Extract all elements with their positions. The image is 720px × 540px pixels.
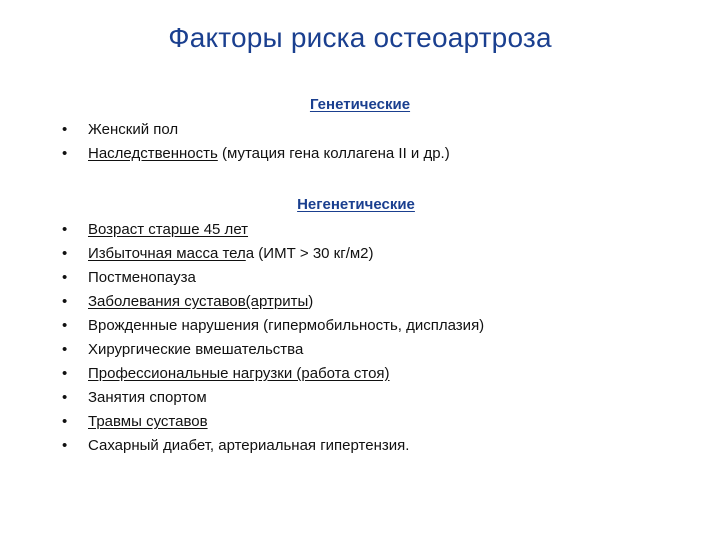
item-text: Постменопауза — [88, 269, 196, 286]
nongenetic-heading: Негенетические — [297, 196, 415, 213]
item-text: Сахарный диабет, артериальная гипертензия. — [88, 437, 410, 454]
list-item — [62, 434, 484, 458]
item-underlined-text: Возраст старше 45 лет — [88, 221, 249, 238]
bullet: • — [62, 413, 68, 430]
item-text: (мутация гена коллагена II и др.) — [217, 145, 450, 162]
bullet: • — [62, 145, 68, 162]
item-underlined-text: Избыточная масса тел — [88, 245, 246, 262]
item-text: Занятия спортом — [88, 389, 207, 406]
genetic-heading: Генетические — [309, 96, 411, 113]
item-text: Врожденные нарушения (гипермобильность, дисплазия) — [88, 317, 485, 334]
item-text: Хирургические вмешательства — [88, 341, 304, 358]
list-item — [62, 314, 484, 338]
slide-title: Факторы риска остеоартроза — [168, 22, 552, 53]
bullet: • — [62, 221, 68, 238]
bullet: • — [62, 341, 68, 358]
item-underlined-text: Травмы суставов — [88, 413, 208, 430]
item-underlined-text: Заболевания суставов(артриты — [88, 293, 309, 310]
bullet: • — [62, 121, 68, 138]
list-item — [62, 290, 484, 314]
list-item — [62, 362, 484, 386]
list-item — [62, 338, 484, 362]
list-item — [62, 118, 450, 142]
item-text: ) — [308, 293, 314, 310]
bullet: • — [62, 365, 68, 382]
item-text: а (ИМТ > 30 кг/м2) — [245, 245, 374, 262]
list-item — [62, 410, 484, 434]
bullet: • — [62, 389, 68, 406]
list-item — [62, 386, 484, 410]
bullet: • — [62, 317, 68, 334]
genetic-factors-list — [62, 118, 450, 166]
list-item — [62, 242, 484, 266]
bullet: • — [62, 437, 68, 454]
item-text: Женский пол — [88, 121, 179, 138]
nongenetic-factors-list — [62, 218, 484, 458]
list-item — [62, 142, 450, 166]
item-underlined-text: Наследственность — [88, 145, 218, 162]
item-underlined-text: Профессиональные нагрузки (работа стоя) — [88, 365, 390, 382]
bullet: • — [62, 269, 68, 286]
bullet: • — [62, 293, 68, 310]
bullet: • — [62, 245, 68, 262]
list-item — [62, 218, 484, 242]
list-item — [62, 266, 484, 290]
